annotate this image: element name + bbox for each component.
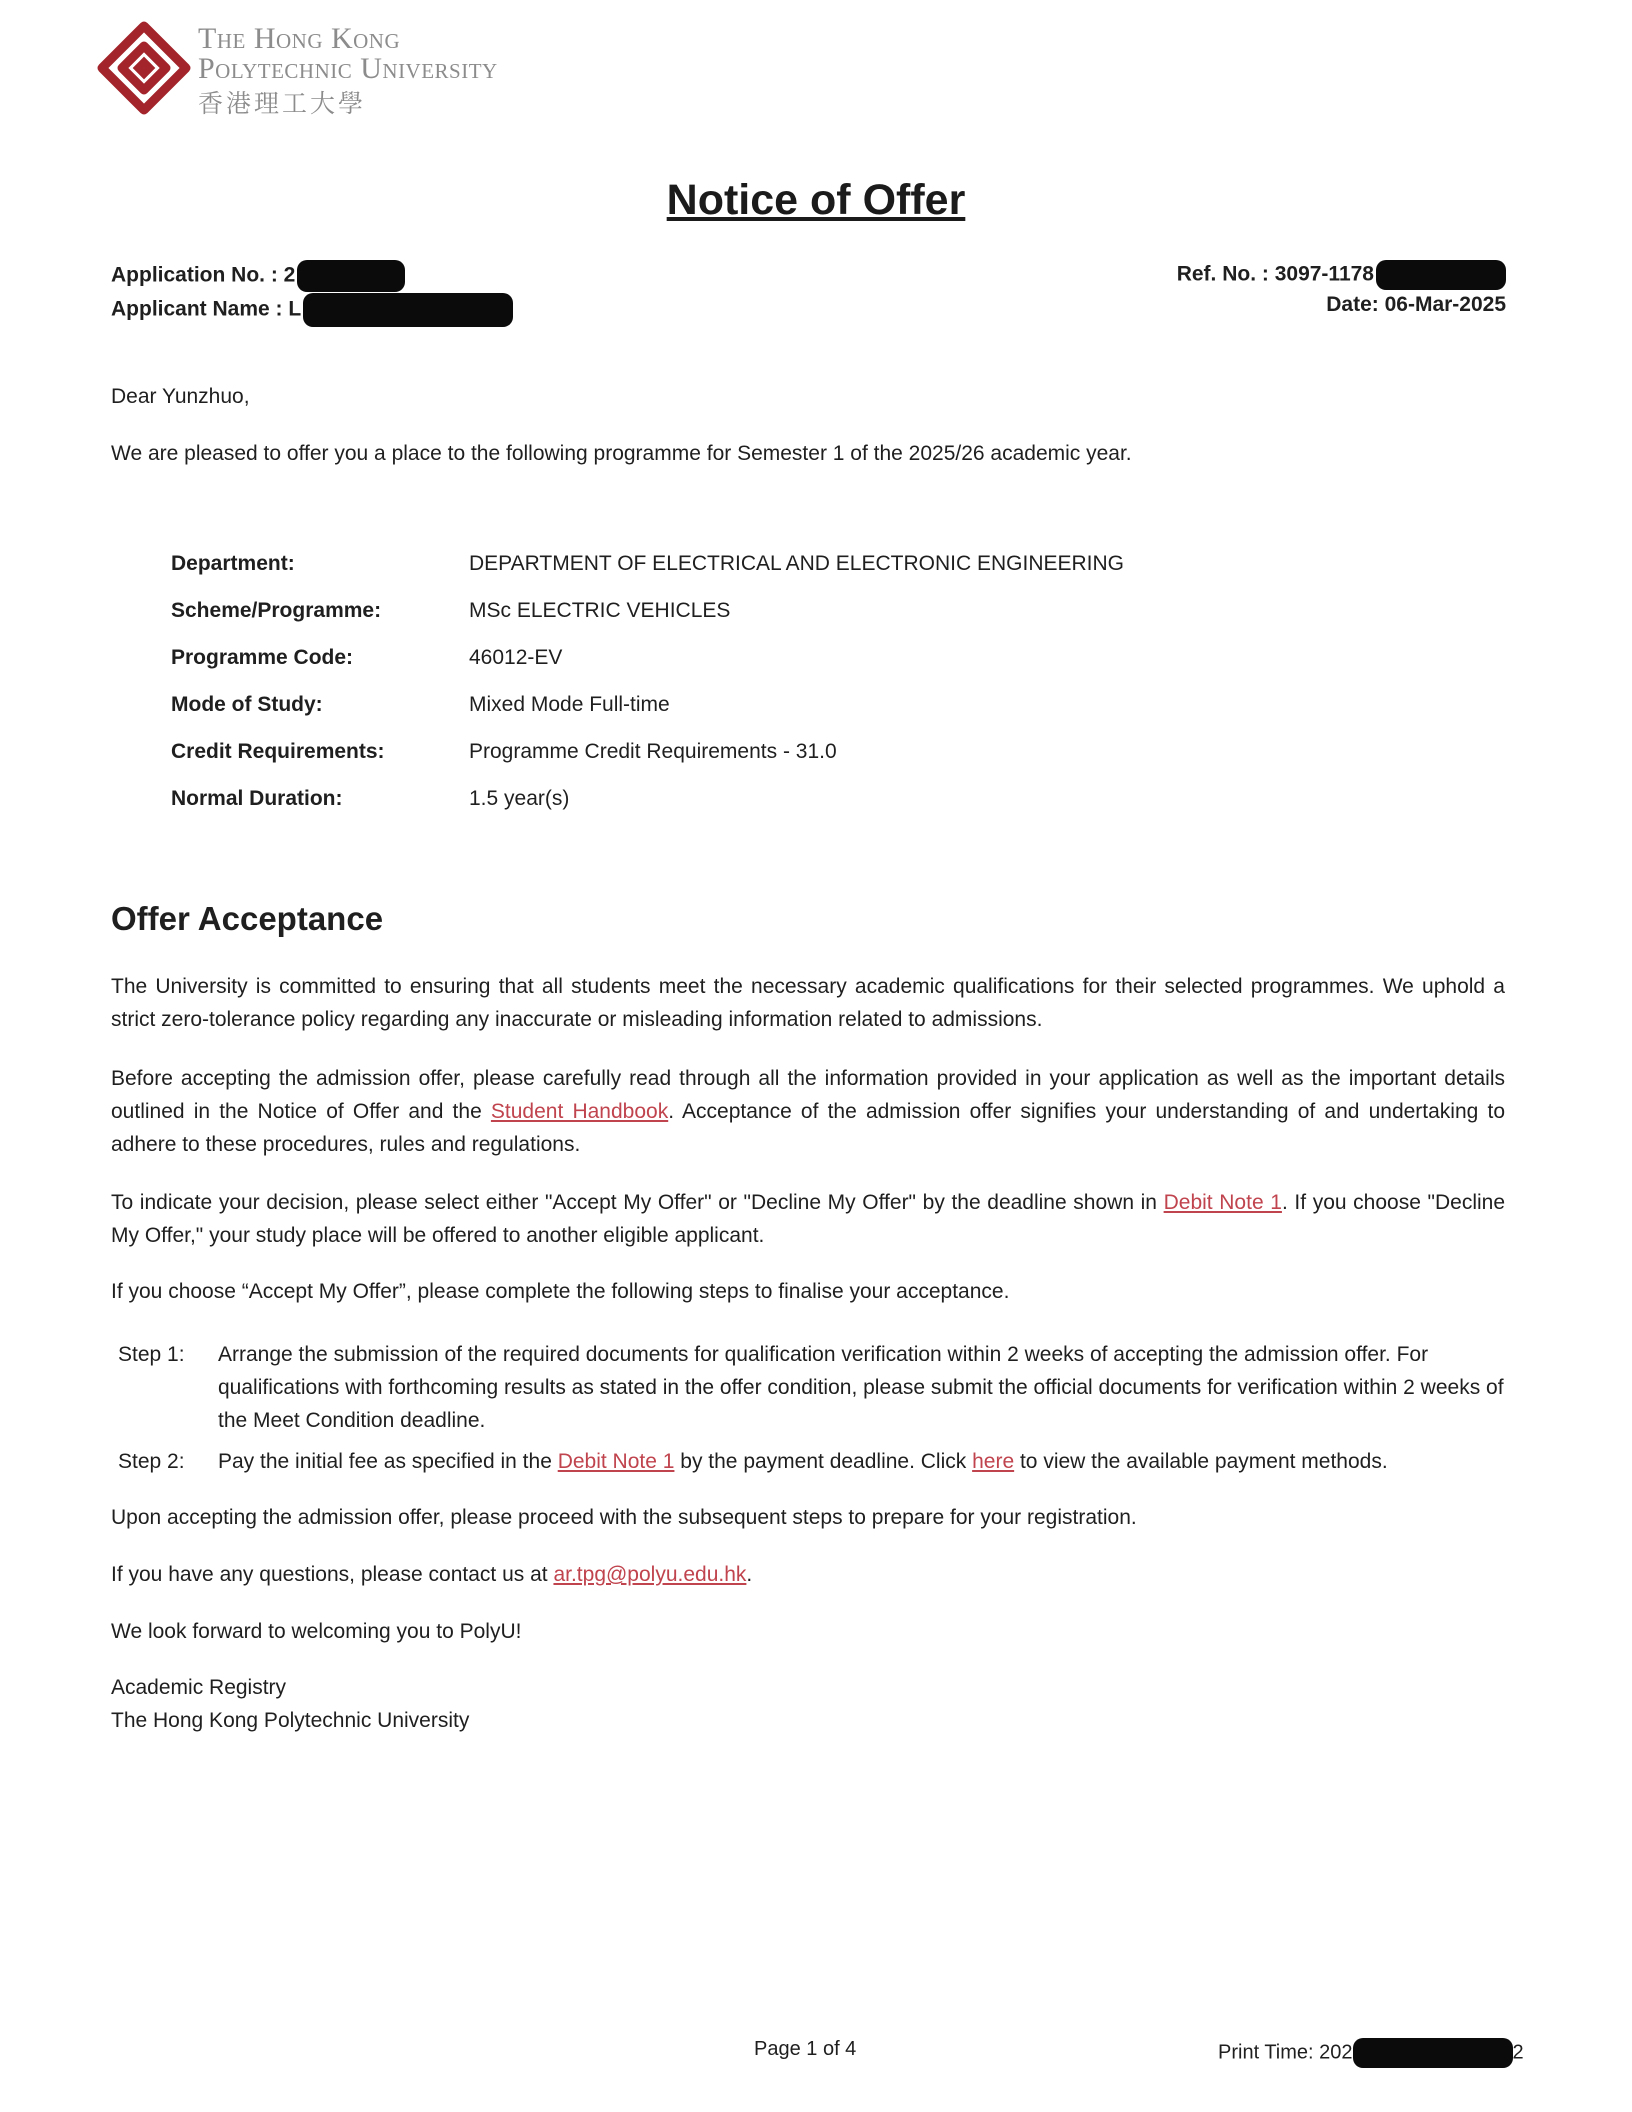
paragraph-decision: To indicate your decision, please select either "Accept My Offer" or "Decline My Offer" by the deadline shown in Debit Note 1. If you choose "Decline My Offer," your study place will be offered to another eligible applicant.: [111, 1191, 1506, 1247]
reference-no-value: 3097-1178: [1274, 262, 1374, 286]
paragraph-registration: Upon accepting the admission offer, please proceed with the subsequent steps to prepare for your registration.: [111, 1506, 1137, 1529]
paragraph-accept-steps: If you choose “Accept My Offer”, please complete the following steps to finalise your acceptance.: [111, 1280, 1010, 1303]
payment-methods-link[interactable]: here: [972, 1450, 1015, 1473]
applicant-name: Applicant Name : L: [111, 293, 513, 327]
acceptance-steps: [111, 1338, 1505, 1478]
redaction-mark: [297, 260, 405, 292]
paragraph-contact: If you have any questions, please contact us at ar.tpg@polyu.edu.hk.: [111, 1563, 753, 1586]
programme-details: [171, 552, 1271, 834]
detail-row-programme: Scheme/Programme: MSc ELECTRIC VEHICLES: [171, 599, 731, 622]
polyu-knot-icon: [96, 20, 192, 116]
detail-row-department: Department: DEPARTMENT OF ELECTRICAL AND ELECTRONIC ENGINEERING: [171, 552, 1124, 575]
step-1: Step 1: Arrange the submission of the required documents for qualification verification within 2 weeks of accepting the admission offer. For qualifications with forthcoming results as stated in the offer condition, please submit the official documents for verification within 2 weeks of the Meet Condition deadline.: [118, 1343, 1504, 1432]
document-title: Notice of Offer: [666, 176, 966, 224]
detail-row-code: Programme Code: 46012-EV: [171, 646, 563, 669]
detail-row-mode: Mode of Study: Mixed Mode Full-time: [171, 693, 670, 716]
print-time: Print Time: 202 2: [1218, 2038, 1524, 2068]
letter-date: Date: 06-Mar-2025: [1326, 293, 1506, 316]
step-2: Step 2: Pay the initial fee as specified in the Debit Note 1 by the payment deadline. Click here to view the available payment methods.: [118, 1450, 1388, 1473]
logo-text-line1: The Hong Kong: [198, 22, 401, 55]
logo-text-line2: Polytechnic University: [198, 52, 498, 85]
student-handbook-link[interactable]: Student Handbook: [490, 1100, 669, 1123]
detail-row-credit: Credit Requirements: Programme Credit Requirements - 31.0: [171, 740, 837, 763]
reference-no: Ref. No. : 3097-1178: [1177, 260, 1506, 290]
redaction-mark: [1353, 2038, 1513, 2068]
section-heading-offer-acceptance: Offer Acceptance: [111, 900, 384, 937]
signature-office: Academic Registry: [111, 1676, 287, 1699]
paragraph-handbook: Before accepting the admission offer, please carefully read through all the information provided in your application as well as the important details outlined in the Notice of Offer and the Student Handbook. Acceptance of the admission offer signifies your understanding of and undertaking to adhere to these procedures, rules and regulations.: [111, 1067, 1505, 1156]
application-no-value: 2: [283, 263, 296, 287]
redaction-mark: [303, 293, 513, 327]
detail-row-duration: Normal Duration: 1.5 year(s): [171, 787, 570, 810]
applicant-name-value: L: [288, 297, 302, 321]
university-logo: [96, 20, 616, 120]
application-no: Application No. : 2: [111, 260, 405, 292]
contact-email-link[interactable]: ar.tpg@polyu.edu.hk: [553, 1563, 747, 1586]
greeting: Dear Yunzhuo,: [111, 385, 250, 408]
signature-university: The Hong Kong Polytechnic University: [111, 1709, 470, 1732]
debit-note-link[interactable]: Debit Note 1: [1163, 1191, 1282, 1214]
paragraph-qualifications: The University is committed to ensuring that all students meet the necessary academic qualifications for their selected programmes. We uphold a strict zero-tolerance policy regarding any inaccurate or misleading information related to admissions.: [111, 975, 1505, 1031]
paragraph-welcome: We look forward to welcoming you to PolyU!: [111, 1620, 522, 1643]
intro-text: We are pleased to offer you a place to the following programme for Semester 1 of the 2025/26 academic year.: [111, 442, 1132, 465]
logo-text-chinese: 香港理工大學: [198, 91, 367, 118]
page-number: Page 1 of 4: [754, 2038, 857, 2060]
debit-note-link-step2[interactable]: Debit Note 1: [557, 1450, 675, 1473]
redaction-mark: [1376, 260, 1506, 290]
